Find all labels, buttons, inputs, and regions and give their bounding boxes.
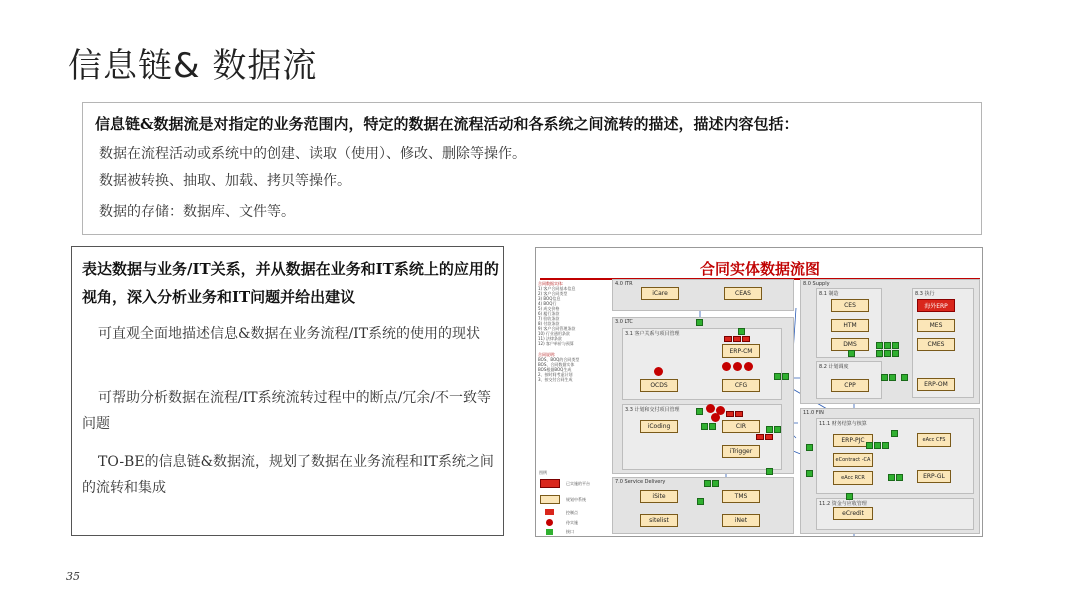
section-label: 8.3 执行 xyxy=(915,291,935,297)
interface-marker xyxy=(848,350,855,357)
legend-label: 规划中系统 xyxy=(566,497,586,502)
interface-marker xyxy=(704,480,711,487)
control-point-marker xyxy=(735,411,743,417)
page-title: 信息链& 数据流 xyxy=(68,46,318,86)
side-note-line: 11) 法律条款 xyxy=(538,336,562,341)
control-point-marker xyxy=(765,434,773,440)
pending-marker xyxy=(722,362,731,371)
interface-marker xyxy=(874,442,881,449)
interface-marker xyxy=(896,474,903,481)
node-isite: iSite xyxy=(640,490,678,503)
definition-box xyxy=(82,102,982,235)
section-label: 3.0 LTC xyxy=(615,319,633,325)
purpose-lead: 表达数据与业务/IT关系，并从数据在业务和IT系统上的应用的视角，深入分析业务和IT问题并给出建议 xyxy=(82,260,499,306)
interface-marker xyxy=(846,493,853,500)
interface-marker xyxy=(876,342,883,349)
interface-marker xyxy=(738,328,745,335)
side-note-line: 3、按交付合同生成 xyxy=(538,377,573,382)
node-ceas: CEAS xyxy=(724,287,762,300)
section-itr xyxy=(612,279,794,311)
interface-marker xyxy=(884,350,891,357)
node-eacc-rcr: eAcc RCR xyxy=(833,471,873,485)
node-tms: TMS xyxy=(722,490,760,503)
side-note-line: BOS根据BOQ生成 xyxy=(538,367,572,372)
diagram-title: 合同实体数据流图 xyxy=(699,260,820,278)
pending-marker xyxy=(744,362,753,371)
legend-label: 接口 xyxy=(566,529,574,534)
side-note-line: 6) 履行条款 xyxy=(538,311,560,316)
section-label: 8.0 Supply xyxy=(803,281,830,287)
node-cir: CIR xyxy=(722,420,760,433)
interface-marker xyxy=(697,498,704,505)
node-econtract: eContract -CA xyxy=(833,453,873,467)
side-note-line: 2、按时间考虑计划 xyxy=(538,372,573,377)
interface-marker xyxy=(709,423,716,430)
section-label: 11.2 资金与应收管理 xyxy=(819,501,867,507)
interface-marker xyxy=(774,426,781,433)
section-label: 8.2 计划调度 xyxy=(819,364,849,370)
pending-marker xyxy=(733,362,742,371)
control-point-marker xyxy=(742,336,750,342)
side-note-line: 4) BOQ行 xyxy=(538,301,557,306)
legend-swatch-interface xyxy=(546,529,553,535)
node-eacc-cfs: eAcc CFS xyxy=(917,433,951,447)
side-note-line: 10) 行业通用条款 xyxy=(538,331,570,336)
node-dms: DMS xyxy=(831,338,869,351)
interface-marker xyxy=(901,374,908,381)
legend-swatch-pending xyxy=(546,519,553,526)
definition-item: 数据在流程活动或系统中的创建、读取（使用）、修改、删除等操作。 xyxy=(99,146,526,162)
node-htm: HTM xyxy=(831,319,869,332)
interface-marker xyxy=(884,342,891,349)
purpose-point: TO-BE的信息链&数据流，规划了数据在业务流程和IT系统之间的流转和集成 xyxy=(82,454,494,496)
control-point-marker xyxy=(733,336,741,342)
interface-marker xyxy=(766,468,773,475)
interface-marker xyxy=(888,474,895,481)
purpose-box xyxy=(71,246,504,536)
node-inet: iNet xyxy=(722,514,760,527)
section-label: 3.3 计划和交付项目管理 xyxy=(625,407,680,413)
data-flow-diagram xyxy=(535,247,983,537)
side-notes-title: 合同数据实体: xyxy=(538,281,564,286)
side-note-line: 3) BOQ信息 xyxy=(538,296,561,301)
node-mes: MES xyxy=(917,319,955,332)
node-icoding: iCoding xyxy=(640,420,678,433)
side-note-line: BOS、BOQ的合同类型 xyxy=(538,357,580,362)
node-ecredit: eCredit xyxy=(833,507,873,520)
definition-item: 数据的存储：数据库、文件等。 xyxy=(99,204,295,220)
node-erp-gl: ERP-GL xyxy=(917,470,951,483)
interface-marker xyxy=(882,442,889,449)
node-ocds: OCDS xyxy=(640,379,678,392)
legend-title: 图例 xyxy=(539,470,547,475)
node-itrigger: iTrigger xyxy=(722,445,760,458)
pending-marker xyxy=(654,367,663,376)
interface-marker xyxy=(806,444,813,451)
pending-marker xyxy=(706,404,715,413)
legend-swatch-control xyxy=(545,509,554,515)
interface-marker xyxy=(701,423,708,430)
legend-label: 控制点 xyxy=(566,510,578,515)
control-point-marker xyxy=(724,336,732,342)
section-label: 4.0 ITR xyxy=(615,281,633,287)
interface-marker xyxy=(774,373,781,380)
legend-swatch-planned xyxy=(540,495,560,504)
interface-marker xyxy=(891,430,898,437)
legend-label: 待实施 xyxy=(566,520,578,525)
node-erp-pjc: ERP-PJC xyxy=(833,434,873,447)
interface-marker xyxy=(766,426,773,433)
interface-marker xyxy=(889,374,896,381)
node-icare: iCare xyxy=(641,287,679,300)
section-label: 11.1 财务结算与核算 xyxy=(819,421,867,427)
interface-marker xyxy=(806,470,813,477)
interface-marker xyxy=(782,373,789,380)
section-label: 3.1 客户关系与项目管理 xyxy=(625,331,680,337)
node-ces: CES xyxy=(831,299,869,312)
section-label: 11.0 FIN xyxy=(803,410,824,416)
section-label: 8.1 制造 xyxy=(819,291,839,297)
node-sitelist: sitelist xyxy=(640,514,678,527)
page-number: 35 xyxy=(66,570,80,583)
side-note-line: 2) 客户合同类型 xyxy=(538,291,568,296)
side-note-line: 7) 验收条款 xyxy=(538,316,560,321)
section-label: 7.0 Service Delivery xyxy=(615,479,666,485)
interface-marker xyxy=(892,350,899,357)
node-cfg: CFG xyxy=(722,379,760,392)
side-note-line: 1) 客户合同基本信息 xyxy=(538,286,576,291)
side-note-line: BOS、合同数据实体 xyxy=(538,362,575,367)
definition-item: 数据被转换、抽取、加载、拷贝等操作。 xyxy=(99,173,351,189)
side-notes-entities xyxy=(538,281,606,382)
side-note-line: 9) 客户合同管理条款 xyxy=(538,326,576,331)
legend-swatch-existing xyxy=(540,479,560,488)
side-note-line: 8) 付款条款 xyxy=(538,321,560,326)
side-note-line: 12) 客户单价与预算 xyxy=(538,341,574,346)
node-cpp: CPP xyxy=(831,379,869,392)
purpose-point: 可帮助分析数据在流程/IT系统流转过程中的断点/冗余/不一致等问题 xyxy=(82,390,492,432)
interface-marker xyxy=(876,350,883,357)
interface-marker xyxy=(696,408,703,415)
legend-label: 已实施的平台 xyxy=(566,481,590,486)
node-erp-cm: ERP-CM xyxy=(722,344,760,358)
interface-marker xyxy=(892,342,899,349)
control-point-marker xyxy=(726,411,734,417)
pending-marker xyxy=(711,413,720,422)
node-erp-om: ERP-OM xyxy=(917,378,955,391)
node-erp-plant: 海外ERP xyxy=(917,299,955,312)
side-notes-title: 合同说明: xyxy=(538,352,556,357)
interface-marker xyxy=(866,442,873,449)
interface-marker xyxy=(712,480,719,487)
control-point-marker xyxy=(756,434,764,440)
node-cmes: CMES xyxy=(917,338,955,351)
interface-marker xyxy=(696,319,703,326)
purpose-point: 可直观全面地描述信息&数据在业务流程/IT系统的使用的现状 xyxy=(98,326,481,342)
interface-marker xyxy=(881,374,888,381)
side-note-line: 5) 成交价格 xyxy=(538,306,560,311)
definition-lead: 信息链&数据流是对指定的业务范围内，特定的数据在流程活动和各系统之间流转的描述，描述内容包括： xyxy=(95,115,799,133)
